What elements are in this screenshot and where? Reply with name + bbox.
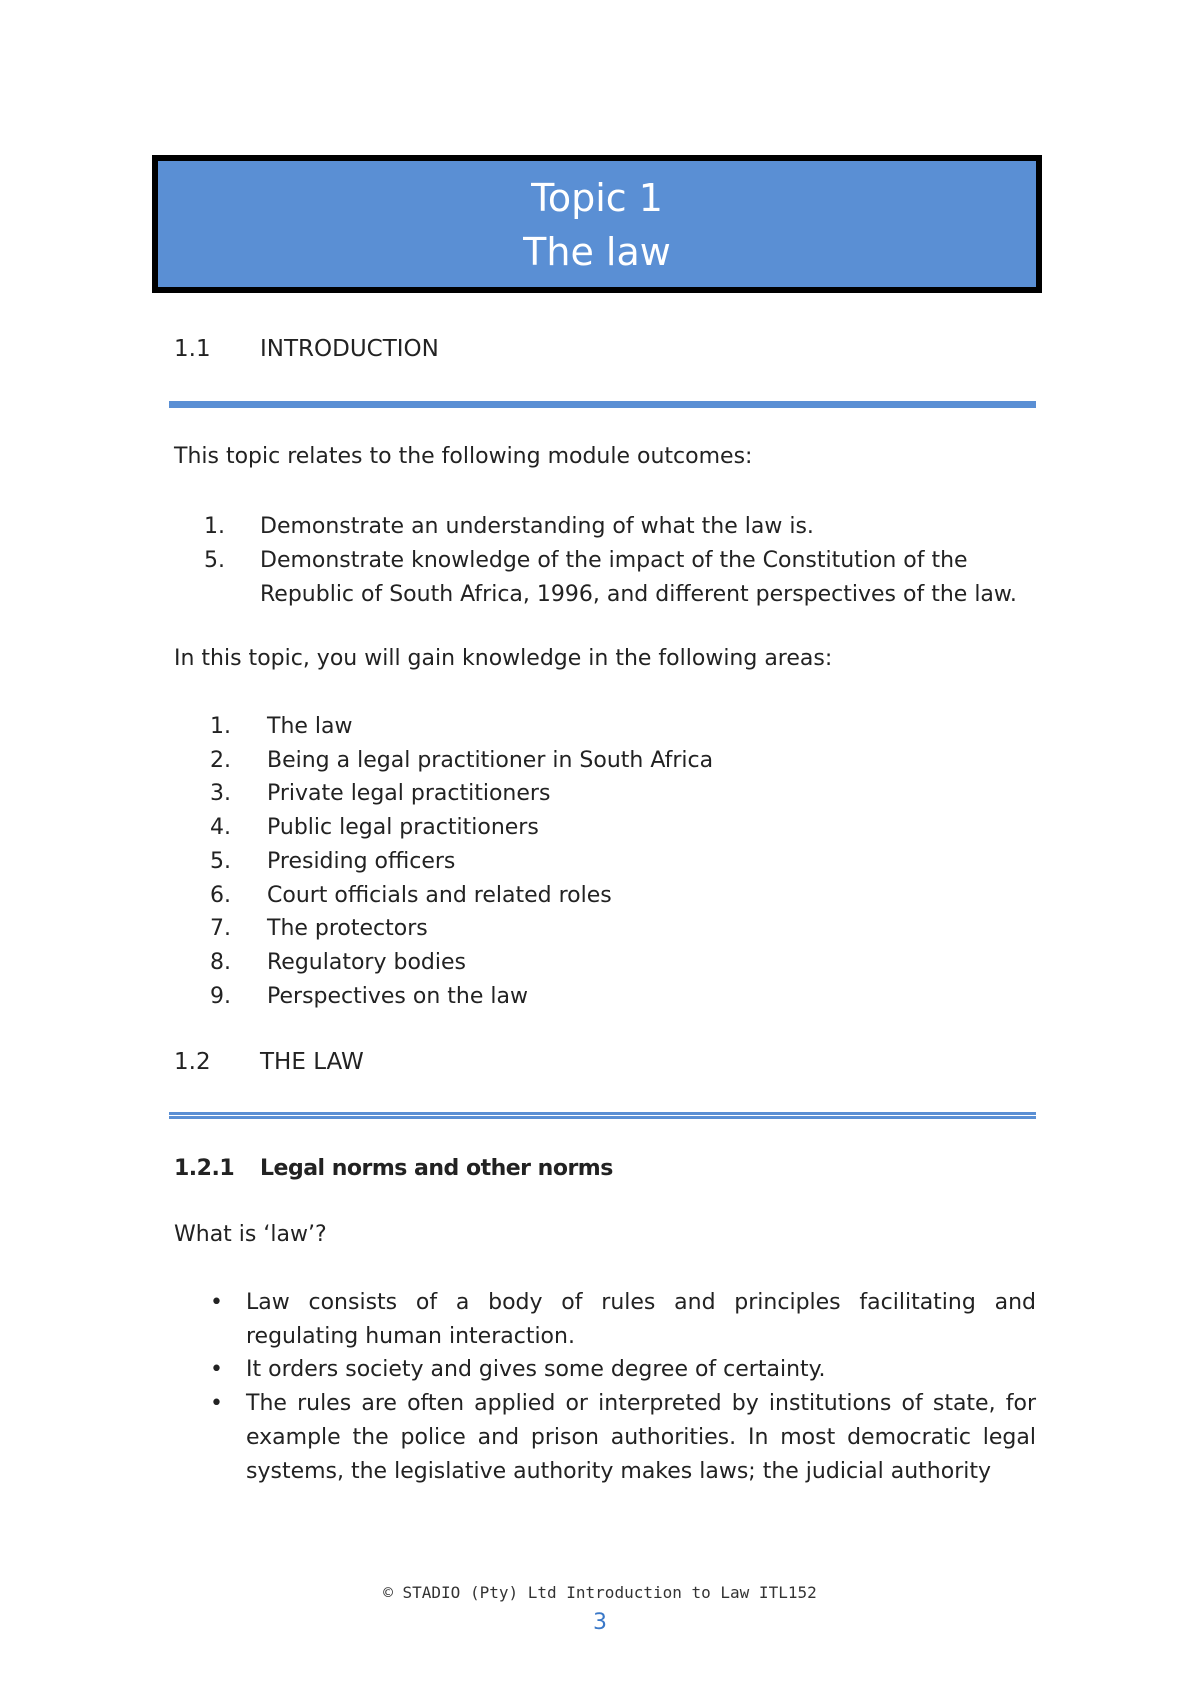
- list-text: It orders society and gives some degree of certainty.: [246, 1357, 826, 1383]
- section-heading-the-law: [174, 1049, 364, 1075]
- section-title: THE LAW: [260, 1049, 364, 1075]
- list-item: [174, 879, 713, 913]
- list-number: 4.: [210, 815, 231, 841]
- list-text: The rules are often applied or interpreted by institutions of state, for example the police and prison authorities. In most democratic legal systems, the legislative authority makes laws; the judicial authority: [246, 1391, 1036, 1484]
- section-number: 1.1: [174, 336, 211, 362]
- list-item: [174, 777, 713, 811]
- list-item: [174, 744, 713, 778]
- list-number: 1.: [204, 514, 225, 539]
- topic-number: Topic 1: [531, 176, 663, 220]
- areas-intro: In this topic, you will gain knowledge in the following areas:: [174, 646, 833, 671]
- list-item: [174, 1353, 1036, 1387]
- bullet-icon: •: [210, 1290, 223, 1315]
- subsection-title: Legal norms and other norms: [260, 1156, 613, 1181]
- list-text: Regulatory bodies: [267, 949, 466, 975]
- section-rule: [169, 401, 1036, 408]
- bullet-icon: •: [210, 1391, 223, 1417]
- list-number: 9.: [210, 983, 231, 1009]
- list-number: 2.: [210, 747, 231, 773]
- footer-copyright: © STADIO (Pty) Ltd Introduction to Law ITL152: [383, 1583, 817, 1602]
- list-text: The law: [267, 714, 353, 739]
- list-number: 8.: [210, 949, 231, 975]
- list-item: [174, 845, 713, 879]
- list-number: 7.: [210, 916, 231, 942]
- subsection-number: 1.2.1: [174, 1156, 235, 1181]
- list-item: [174, 1286, 1036, 1353]
- outcomes-intro: This topic relates to the following module outcomes:: [174, 444, 753, 469]
- list-item: [174, 510, 1036, 544]
- list-item: [174, 980, 713, 1014]
- list-number: 1.: [210, 714, 231, 739]
- topic-title: The law: [523, 230, 671, 274]
- list-item: [174, 544, 1036, 612]
- list-number: 5.: [210, 848, 231, 874]
- outcomes-list: [174, 510, 1036, 612]
- list-item: [174, 946, 713, 980]
- bullet-list: [174, 1286, 1036, 1488]
- areas-list: [174, 710, 713, 1013]
- page-number: 3: [593, 1610, 607, 1635]
- list-text: Public legal practitioners: [267, 815, 539, 841]
- what-is-law-question: What is ‘law’?: [174, 1222, 327, 1247]
- list-text: Demonstrate knowledge of the impact of the Constitution of the Republic of South Africa, 1996, and different perspectives of the law.: [260, 548, 1017, 607]
- list-item: [174, 912, 713, 946]
- list-text: Perspectives on the law: [267, 983, 528, 1009]
- bullet-icon: •: [210, 1357, 223, 1383]
- list-text: Presiding officers: [267, 848, 456, 874]
- list-text: Law consists of a body of rules and principles facilitating and regulating human interaction.: [246, 1290, 1036, 1349]
- list-text: Private legal practitioners: [267, 781, 551, 807]
- section-number: 1.2: [174, 1049, 211, 1075]
- section-title: INTRODUCTION: [260, 336, 439, 362]
- section-rule: [169, 1112, 1036, 1119]
- list-text: Court officials and related roles: [267, 882, 612, 908]
- list-text: Being a legal practitioner in South Africa: [267, 747, 714, 773]
- list-number: 5.: [204, 548, 225, 573]
- list-item: [174, 710, 713, 744]
- list-number: 3.: [210, 781, 231, 807]
- subsection-heading: [174, 1156, 613, 1181]
- list-item: [174, 811, 713, 845]
- list-text: Demonstrate an understanding of what the law is.: [260, 514, 814, 539]
- list-number: 6.: [210, 882, 231, 908]
- list-item: [174, 1387, 1036, 1488]
- list-text: The protectors: [267, 916, 428, 942]
- topic-title-box: [152, 155, 1042, 293]
- section-heading-introduction: [174, 336, 439, 362]
